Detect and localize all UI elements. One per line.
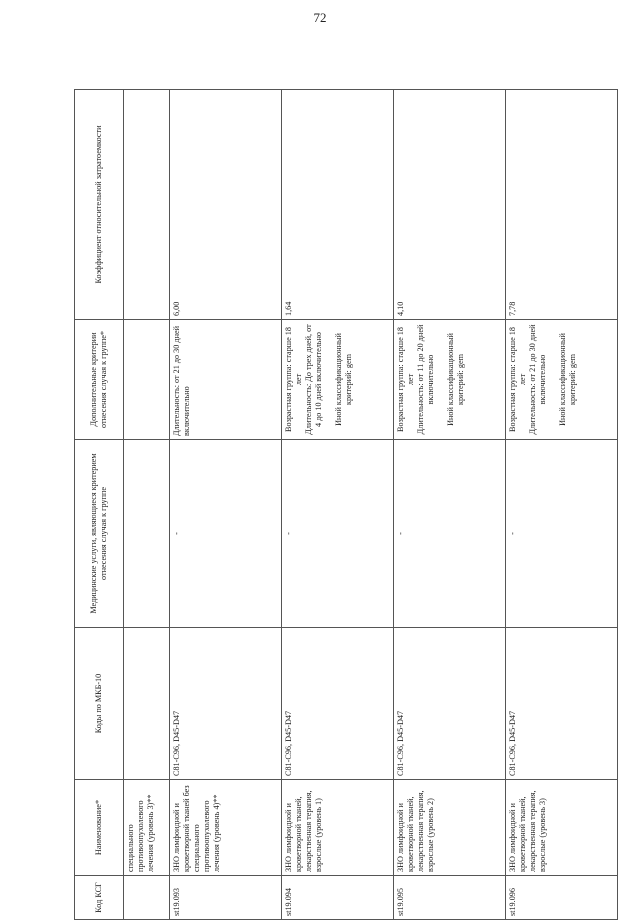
ksg-table (74, 89, 618, 920)
criteria-duration: Длительность: До трех дней, от 4 до 10 дней включительно (304, 324, 323, 435)
table-row (506, 90, 618, 920)
table-row (170, 90, 282, 920)
cell-name: специального противоопухолевого лечения (уровень 3)** (124, 780, 170, 876)
header-services: Медицинские услуги, являющиеся критерием отнесения случая к группе (75, 440, 124, 628)
criteria-duration: Длительность: от 11 до 20 дней включительно (416, 324, 435, 435)
header-name: Наименование* (75, 780, 124, 876)
cell-icd: C81-C96, D45-D47 (394, 628, 506, 780)
header-coef: Коэффициент относительной затратоемкости (75, 90, 124, 320)
cell-code: st19.094 (282, 876, 394, 920)
cell-name: ЗНО лимфоидной и кроветворной тканей, лекарственная терапия, взрослые (уровень 3) (506, 780, 618, 876)
criteria-other: Иной классификационный критерий: gem (558, 333, 577, 426)
cell-services: - (394, 440, 506, 628)
cell-code: st19.096 (506, 876, 618, 920)
cell-icd: C81-C96, D45-D47 (170, 628, 282, 780)
header-criteria: Дополнительные критерии отнесения случая к группе* (75, 320, 124, 440)
cell-coef (124, 90, 170, 320)
cell-name: ЗНО лимфоидной и кроветворной тканей, лекарственная терапия, взрослые (уровень 1) (282, 780, 394, 876)
cell-criteria (170, 320, 282, 440)
criteria-duration: Длительность: от 21 до 30 дней включительно (528, 324, 547, 435)
cell-code (124, 876, 170, 920)
criteria-other: Иной классификационный критерий: gem (334, 333, 353, 426)
criteria-age: Возрастная группа: старше 18 лет (396, 327, 415, 432)
cell-services: - (282, 440, 394, 628)
cell-criteria (282, 320, 394, 440)
cell-coef: 6,00 (170, 90, 282, 320)
cell-services: - (170, 440, 282, 628)
cell-services: - (506, 440, 618, 628)
cell-icd: C81-C96, D45-D47 (282, 628, 394, 780)
table-row (282, 90, 394, 920)
cell-coef: 1,64 (282, 90, 394, 320)
cell-criteria (394, 320, 506, 440)
cell-name: ЗНО лимфоидной и кроветворной тканей, лекарственная терапия, взрослые (уровень 2) (394, 780, 506, 876)
table-row (394, 90, 506, 920)
table-row (124, 90, 170, 920)
rotated-table-container (74, 90, 577, 920)
table-header-row (75, 90, 124, 920)
cell-coef: 4,10 (394, 90, 506, 320)
cell-services (124, 440, 170, 628)
header-code: Код КСГ (75, 876, 124, 920)
page-number: 72 (313, 10, 327, 25)
cell-code: st19.095 (394, 876, 506, 920)
cell-icd: C81-C96, D45-D47 (506, 628, 618, 780)
cell-name: ЗНО лимфоидной и кроветворной тканей без специального противоопухолевого лечения (уровень 4)** (170, 780, 282, 876)
cell-icd (124, 628, 170, 780)
cell-criteria (124, 320, 170, 440)
header-icd: Коды по МКБ-10 (75, 628, 124, 780)
criteria-age: Возрастная группа: старше 18 лет (284, 327, 303, 432)
cell-code: st19.093 (170, 876, 282, 920)
cell-criteria (506, 320, 618, 440)
criteria-other: Иной классификационный критерий: gem (446, 333, 465, 426)
criteria-duration: Длительность: от 21 до 30 дней включительно (172, 326, 191, 436)
criteria-age: Возрастная группа: старше 18 лет (508, 327, 527, 432)
cell-coef: 7,78 (506, 90, 618, 320)
